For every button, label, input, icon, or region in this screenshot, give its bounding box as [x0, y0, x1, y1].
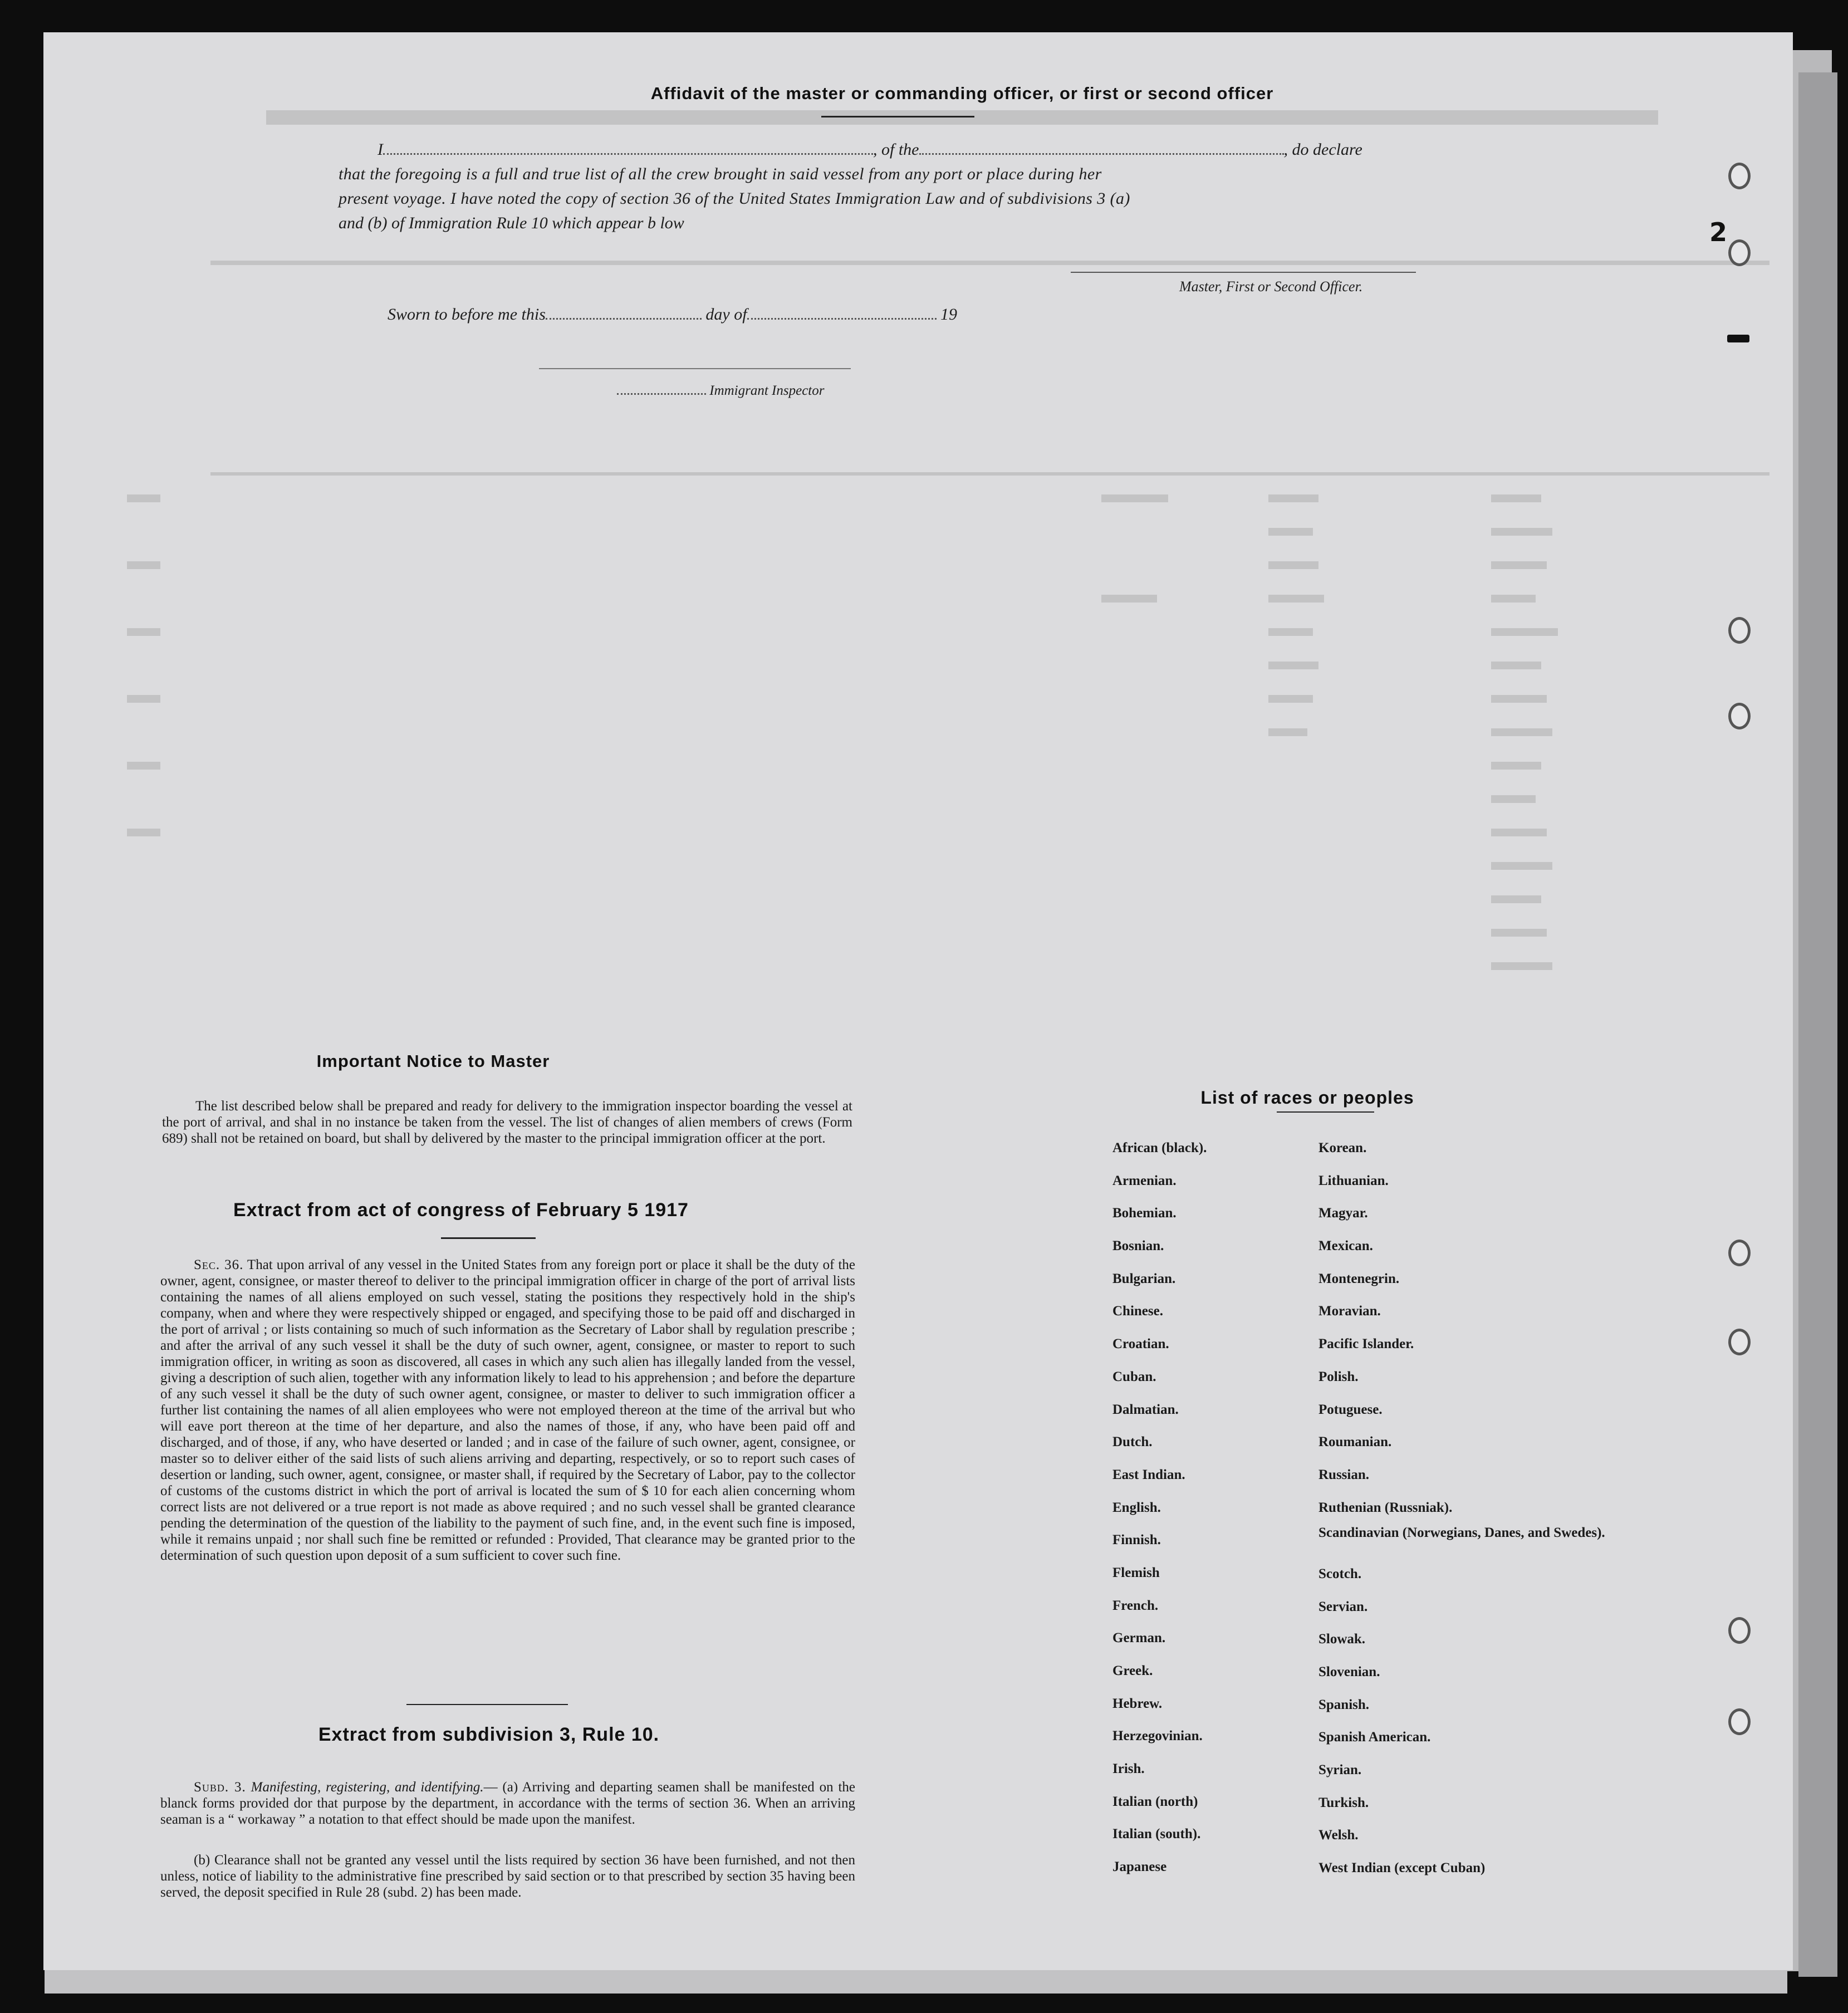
- race-entry: Polish.: [1318, 1369, 1359, 1384]
- race-entry: Magyar.: [1318, 1206, 1368, 1221]
- rule-extract-text-b: (b) Clearance shall not be granted any vessel until the lists required by section 36 have been furnished, and not then unless, notice of liability to the administrative fine prescribed by said section or to that prescribed by section 35 having been served, the deposit specified in Rule 28 (subd. 2) has been made.: [160, 1853, 855, 1900]
- race-entry: Finnish.: [1112, 1532, 1161, 1548]
- vessel-name-blank[interactable]: [919, 153, 1284, 155]
- races-column-1: [1112, 1132, 1207, 1884]
- act-extract-title: Extract from act of congress of February 5 1917: [233, 1199, 689, 1221]
- race-entry: Dutch.: [1112, 1434, 1153, 1450]
- section-36-body: That upon arrival of any vessel in the United States from any foreign port or place it shall be the duty of the owner, agent, consignee, or master thereof to deliver to the principal immigration officer in charge of the port of arrival lists containing the names of all aliens employed on such vessel, stating the positions they respectively hold in the ship's company, when and where they were respectively shipped or engaged, and specifying those to be paid off and discharged in the port of arrival ; or lists containing so much of such information as the Secretary of Labor shall by regulation prescribe ; and after the arrival of any such vessel it shall be the duty of such owner, agent, consignee, or master to report to such immigration officer, in writing as soon as discovered, all cases in which any such alien has illegally landed from the vessel, giving a description of such alien, together with any information likely to lead to his apprehension ; and before the departure of any such vessel it shall be the duty of such owner agent, consignee, or master to deliver to such immigration officer a further list containing the names of all alien employees who were not employed thereon at the time of the arrival but who will eave port thereon at the time of her departure, and also the names of those, if any, who have been paid off and discharged, and of those, if any, who have deserted or landed ; and in case of the failure of such owner, agent, consignee, or master so to deliver either of the said lists of such aliens arriving and departing, respectively, or so to report such cases of desertion or landing, such owner, agent, consignee, or master shall, if required by the Secretary of Labor, pay to the collector of customs of the customs district in which the port of arrival is located the sum of $ 10 for each alien concerning whom correct lists are not delivered or a true report is not made as above required ; and no such vessel shall be granted clearance pending the determination of the question of the liability to the payment of such fine, and, in the event such fine is imposed, while it remains unpaid ; nor shall such fine be remitted or refunded : Provided, That clearance may be granted prior to the determination of such question upon deposit of a sum sufficient to cover such fine.: [160, 1257, 855, 1563]
- binder-hole-4: [1728, 703, 1751, 729]
- binder-hole-3: [1728, 617, 1751, 644]
- inspector-label-text: Immigrant Inspector: [709, 383, 825, 398]
- sworn-text: Sworn to before me this: [388, 305, 546, 324]
- inspector-signature-line[interactable]: [539, 368, 851, 369]
- race-entry: Slovenian.: [1318, 1664, 1380, 1679]
- race-entry: West Indian (except Cuban): [1318, 1860, 1486, 1876]
- race-entry: Bosnian.: [1112, 1238, 1164, 1254]
- subdivision-a-text: — (a) Arriving and departing seamen shall be manifested on the blanck forms provided dor that purpose by the department, in accordance with the terms of section 36. When an arriving seaman is a “ workaway ” a notation to that effect should be made upon the manifest.: [160, 1780, 855, 1827]
- sworn-month-blank[interactable]: [747, 318, 937, 320]
- margin-page-mark: 2: [1709, 217, 1728, 247]
- race-entry: Scandinavian (Norwegians, Danes, and Swedes).: [1318, 1525, 1605, 1541]
- binder-hole-6: [1728, 1329, 1751, 1355]
- race-entry: Cuban.: [1112, 1369, 1156, 1384]
- race-entry: Syrian.: [1318, 1762, 1362, 1778]
- rule-extract-text: [160, 1779, 855, 1828]
- race-entry: Korean.: [1318, 1140, 1367, 1155]
- race-entry: Russian.: [1318, 1467, 1370, 1482]
- race-entry: Pacific Islander.: [1318, 1336, 1414, 1352]
- race-entry: Bohemian.: [1112, 1206, 1177, 1221]
- race-entry: Potuguese.: [1318, 1402, 1383, 1417]
- notice-text: The list described below shall be prepared and ready for delivery to the immigration inspector boarding the vessel at the port of arrival, and shal in no instance be taken from the vessel. The list of changes of alien members of crews (Form 689) shall not be retained on board, but shall by delivered by the master to the principal immigration officer at the port.: [162, 1099, 852, 1146]
- affidavit-title-rule: [821, 116, 974, 117]
- races-title: List of races or peoples: [1200, 1088, 1414, 1108]
- affidavit-line-1: I , of the , do declare: [378, 140, 1362, 159]
- affidavit-line-3: present voyage. I have noted the copy of section 36 of the United States Immigration Law and of subdivisions 3 (a): [339, 189, 1130, 208]
- binder-hole-2: [1728, 239, 1751, 266]
- affidavit-title: Affidavit of the master or commanding officer, or first or second officer: [650, 84, 1274, 103]
- signature-line[interactable]: [1071, 272, 1416, 273]
- race-entry: Slowak.: [1318, 1632, 1366, 1647]
- signature-label: Master, First or Second Officer.: [1179, 278, 1363, 295]
- inspector-blank[interactable]: [617, 393, 706, 395]
- race-entry: African (black).: [1112, 1140, 1207, 1155]
- binder-clip-mark: [1727, 335, 1749, 342]
- subdivision-heading: Manifesting, registering, and identifying.: [251, 1780, 484, 1795]
- race-entry: Herzegovinian.: [1112, 1728, 1203, 1744]
- race-entry: French.: [1112, 1598, 1159, 1613]
- notice-title: Important Notice to Master: [316, 1051, 550, 1071]
- race-entry: Mexican.: [1318, 1238, 1373, 1254]
- race-entry: Italian (south).: [1112, 1826, 1201, 1842]
- declarant-prefix: I: [378, 140, 383, 159]
- subdivision-label: Subd. 3.: [194, 1780, 246, 1795]
- rule-extract-title: Extract from subdivision 3, Rule 10.: [318, 1724, 660, 1745]
- affidavit-line-2: that the foregoing is a full and true list of all the crew brought in said vessel from any port or place during her: [339, 165, 1102, 183]
- race-entry: Italian (north): [1112, 1794, 1198, 1809]
- race-entry: German.: [1112, 1630, 1166, 1646]
- race-entry: Chinese.: [1112, 1304, 1163, 1319]
- race-entry: Bulgarian.: [1112, 1271, 1176, 1286]
- race-entry: Hebrew.: [1112, 1696, 1163, 1711]
- race-entry: Greek.: [1112, 1663, 1153, 1678]
- race-entry: Montenegrin.: [1318, 1271, 1400, 1286]
- sworn-line: [388, 305, 957, 324]
- race-entry: Flemish: [1112, 1565, 1160, 1580]
- vessel-prefix: of the: [881, 140, 919, 159]
- race-entry: Turkish.: [1318, 1795, 1369, 1810]
- section-label: Sec. 36.: [194, 1257, 244, 1272]
- declare-text: do declare: [1292, 140, 1362, 159]
- race-entry: Irish.: [1112, 1761, 1145, 1777]
- race-entry: English.: [1112, 1500, 1161, 1515]
- race-entry: Dalmatian.: [1112, 1402, 1179, 1417]
- binder-hole-1: [1728, 163, 1751, 189]
- race-entry: Lithuanian.: [1318, 1173, 1389, 1188]
- race-entry: Croatian.: [1112, 1336, 1169, 1352]
- race-entry: Moravian.: [1318, 1304, 1381, 1319]
- races-title-underline: [1277, 1111, 1374, 1113]
- sworn-day-text: day of: [705, 305, 747, 324]
- race-entry: Roumanian.: [1318, 1434, 1392, 1450]
- sworn-date-blank[interactable]: [546, 318, 702, 320]
- race-entry: Spanish American.: [1318, 1730, 1431, 1745]
- inspector-label: [617, 383, 824, 399]
- races-column-2: [1318, 1132, 1605, 1885]
- race-entry: Welsh.: [1318, 1828, 1359, 1843]
- affidavit-line-4: and (b) of Immigration Rule 10 which appear b low: [339, 214, 684, 232]
- act-extract-text: [160, 1257, 855, 1564]
- binder-hole-5: [1728, 1240, 1751, 1266]
- race-entry: Servian.: [1318, 1599, 1368, 1614]
- declarant-name-blank[interactable]: [383, 153, 873, 155]
- underlying-page-edge: [1798, 72, 1837, 1977]
- rule-extract-rule: [406, 1704, 568, 1705]
- race-entry: Ruthenian (Russniak).: [1318, 1500, 1453, 1515]
- race-entry: Scotch.: [1318, 1566, 1362, 1581]
- binder-hole-7: [1728, 1617, 1751, 1644]
- binder-hole-8: [1728, 1708, 1751, 1735]
- sworn-year-text: 19: [940, 305, 958, 324]
- act-extract-rule: [441, 1237, 536, 1239]
- race-entry: Armenian.: [1112, 1173, 1177, 1188]
- race-entry: Spanish.: [1318, 1697, 1370, 1712]
- form-page: [43, 32, 1793, 1970]
- race-entry: East Indian.: [1112, 1467, 1185, 1482]
- race-entry: Japanese: [1112, 1859, 1167, 1875]
